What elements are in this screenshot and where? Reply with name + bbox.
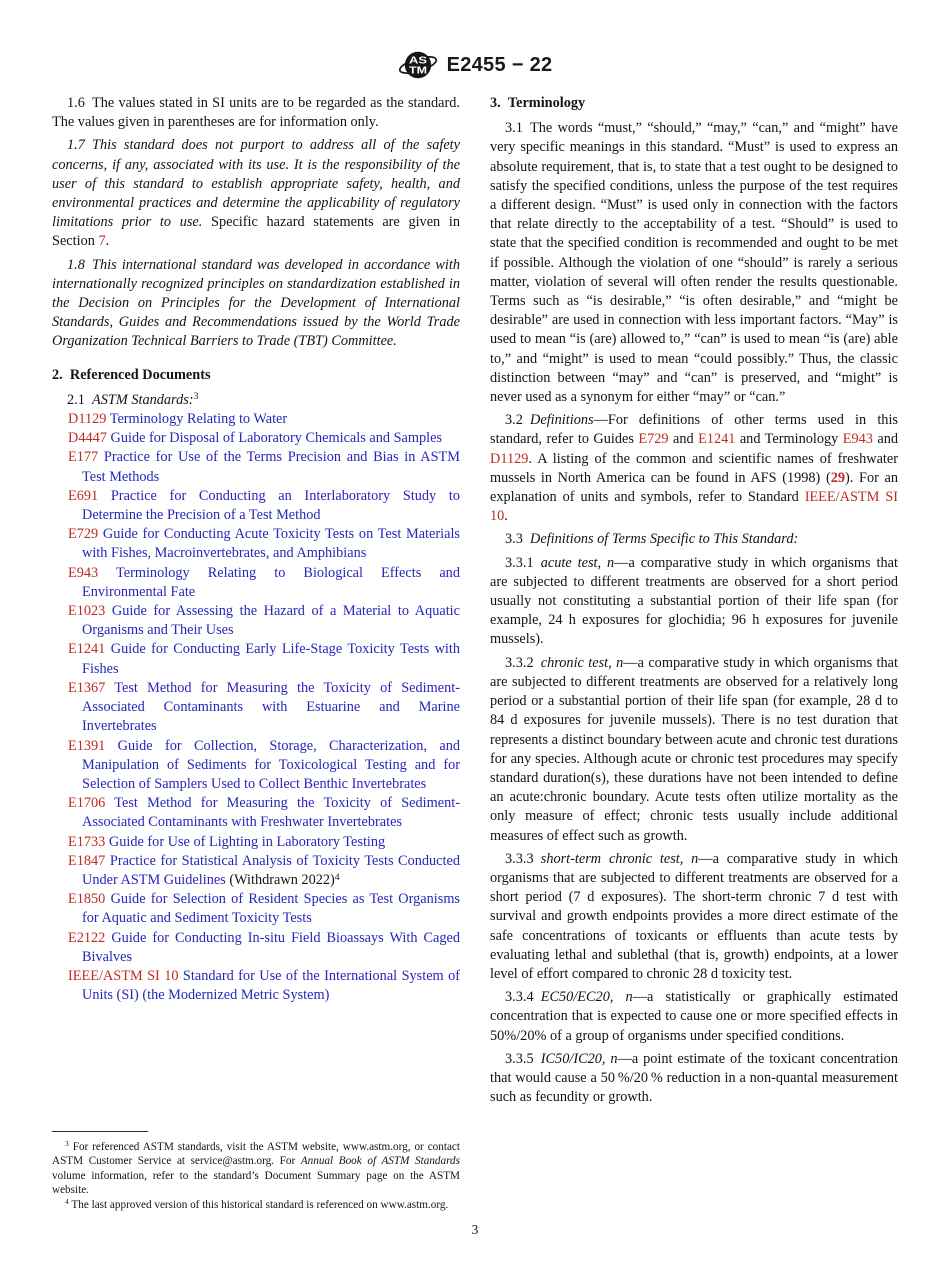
paragraph-3-3-3-number: 3.3.3 bbox=[505, 850, 541, 867]
ref-code-link[interactable]: E1733 bbox=[68, 833, 106, 850]
chronic-test-term: chronic test, n bbox=[540, 654, 624, 671]
paragraph-2-1 bbox=[52, 391, 460, 410]
paragraph-3-3 bbox=[490, 530, 898, 549]
ref-title-link[interactable]: Test Method for Measuring the Toxicity of Sediment-Associated Contaminants with Estuarine and Marine Invertebrates bbox=[82, 679, 460, 735]
paragraph-3-3-3-text: —a comparative study in which organisms that are subjected to different treatments are observed for a short period (7 d exposures). The short-term chronic 7 d test with survival and growth endpoints provides a more direct estimate of the safe concentrations of toxicants or effluents than acute tests by evaluating lethal and sublethal (that is, growth) endpoints, at a lower level of effort compared to chronic 28 d toxicity test. bbox=[490, 850, 898, 982]
paragraph-3-2-text: ). For an explanation of units and symbols, refer to Standard bbox=[490, 469, 899, 506]
ref-title-link[interactable]: Guide for Selection of Resident Species as Test Organisms for Aquatic and Sediment Toxicity Tests bbox=[82, 891, 461, 927]
paragraph-3-2 bbox=[490, 411, 898, 526]
footnote-3-marker[interactable]: 3 bbox=[193, 391, 199, 403]
ref-title-link[interactable]: Practice for Use of the Terms Precision and Bias in ASTM Test Methods bbox=[82, 449, 460, 485]
ic50-ic20-term: IC50/IC20, n bbox=[540, 1050, 618, 1067]
reference-item bbox=[52, 890, 460, 928]
astm-website-link[interactable]: www.astm.org bbox=[342, 1140, 408, 1153]
ref-title-link[interactable]: Practice for Conducting an Interlaboratory Study to Determine the Precision of a Test Method bbox=[82, 487, 460, 524]
acute-test-term: acute test, n bbox=[540, 554, 615, 571]
reference-item bbox=[52, 525, 460, 563]
e1241-link[interactable]: E1241 bbox=[698, 431, 736, 448]
ref-title-link[interactable]: Test Method for Measuring the Toxicity of Sediment-Associated Contaminants with Freshwater Invertebrates bbox=[82, 795, 460, 831]
reference-item bbox=[52, 448, 460, 486]
reference-item bbox=[52, 852, 460, 890]
paragraph-3-1: 3.1 The words “must,” “should,” “may,” “can,” and “might” have very specific meanings in this standard. “Must” is used to express an absolute requirement, that is, to state that a test ought to be designed to satisfy the specified conditions, unless the purpose of the test requires a different design. “Must” is used only in connection with the factors that relate directly to the acceptability of a test. “Should” is used to state that the specified condition is recommended and ought to be met if possible. Although the violation of one “should” is rarely a serious matter, violation of several will often render the results questionable. Terms such as “is desirable,” “is often desirable,” and “might be desirable” are used in connection with less important factors. “May” is used to mean “is (are) allowed to,” “can” is used to mean “is (are) able to,” and “might” is used to mean “could possibly.” Thus, the classic distinction between “may” and “can” is preserved, and “might” is never used as a synonym for either “may” or “can.” bbox=[490, 120, 898, 406]
ref-code-link[interactable]: E691 bbox=[68, 487, 99, 504]
footnote-3-text: For referenced ASTM standards, visit the ASTM website, bbox=[68, 1140, 343, 1153]
ref-code-link[interactable]: D1129 bbox=[68, 411, 107, 428]
footnote-3-text: volume information, refer to the standard’s Document Summary page on the ASTM website. bbox=[52, 1169, 460, 1196]
ref-code-link[interactable]: E1706 bbox=[68, 795, 106, 812]
ref-code-link[interactable]: E1850 bbox=[68, 891, 106, 908]
ref-code-link[interactable]: E1367 bbox=[68, 679, 106, 696]
ref-title-link[interactable]: Guide for Conducting Acute Toxicity Tests on Test Materials with Fishes, Macroinvertebrates, and Amphibians bbox=[82, 526, 460, 562]
paragraph-3-3-2-text: —a comparative study in which organisms that are subjected to different treatments are observed for a relatively long period or a substantial portion of their life span (for example, 28 d to 84 d exposures for juvenile mussels). There is no test duration that represents a distinct boundary between acute and chronic test durations for any species. Although acute or chronic test procedures may specify standard duration(s), these durations have not been intended to define an acute:chronic boundary. Acute tests often utilize mortality as the only measure of effect; chronic tests usually include additional measures of effect such as growth. bbox=[490, 654, 898, 844]
paragraph-1-7-italic: 1.7 This standard does not purport to address all of the safety concerns, if any, associated with its use. It is the responsibility of the user of this standard to establish appropriate safety, health, and environmental practices and determine the applicability of regulatory limitations prior to use. bbox=[52, 137, 460, 231]
reference-item bbox=[52, 429, 460, 448]
ref-code-link[interactable]: E177 bbox=[68, 449, 99, 466]
paragraph-1-7-roman: Specific hazard statements are given in Section bbox=[52, 214, 460, 250]
reference-item bbox=[52, 487, 460, 525]
ref-code-link[interactable]: E943 bbox=[68, 564, 99, 581]
paragraph-3-3-5-number: 3.3.5 bbox=[505, 1050, 541, 1067]
reference-item bbox=[52, 967, 460, 1005]
reference-item bbox=[52, 564, 460, 602]
standard-designation: E2455 − 22 bbox=[446, 53, 553, 76]
page-footer bbox=[0, 1222, 950, 1238]
document-body bbox=[52, 94, 898, 1212]
ref-code-link[interactable]: D4447 bbox=[68, 430, 107, 447]
paragraph-1-8: 1.8 This international standard was developed in accordance with internationally recognized principles on standardization established in the Decision on Principles for the Development of International Standards, Guides and Recommendations issued by the World Trade Organization Technical Barriers to Trade (TBT) Committee. bbox=[52, 256, 460, 350]
astm-website-link[interactable]: www.astm.org bbox=[380, 1198, 446, 1211]
footnote-3-number: 3 bbox=[65, 1139, 69, 1149]
ref-title-link[interactable]: Terminology Relating to Water bbox=[109, 411, 288, 428]
footnotes-block bbox=[52, 1131, 460, 1213]
ref-code-link[interactable]: E729 bbox=[68, 526, 99, 543]
reference-29-link[interactable]: 29 bbox=[830, 469, 846, 486]
paragraph-2-1-number: 2.1 bbox=[67, 391, 93, 408]
paragraph-3-2-text: and bbox=[872, 431, 898, 448]
paragraph-3-2-text: . bbox=[504, 508, 508, 525]
ref-title-link[interactable]: Guide for Conducting In-situ Field Bioassays With Caged Bivalves bbox=[82, 929, 461, 965]
ref-title-link[interactable]: Practice for Statistical Analysis of Toxicity Tests Conducted Under ASTM Guidelines bbox=[82, 852, 460, 888]
section-7-link[interactable]: 7 bbox=[98, 233, 106, 250]
paragraph-3-2-text: —For definitions of other terms used in this standard, refer to Guides bbox=[490, 412, 898, 448]
paragraph-3-3-1 bbox=[490, 554, 898, 650]
ref-code-link[interactable]: E1847 bbox=[68, 852, 106, 869]
footnote-3-text: , or contact ASTM Customer Service at bbox=[52, 1140, 461, 1167]
e943-link[interactable]: E943 bbox=[842, 431, 873, 448]
footnote-3-book-title: Annual Book of ASTM Standards bbox=[300, 1155, 460, 1167]
paragraph-3-3-4-number: 3.3.4 bbox=[505, 989, 541, 1006]
reference-item bbox=[52, 679, 460, 737]
left-column bbox=[52, 94, 460, 1212]
footnote-divider bbox=[52, 1131, 148, 1132]
paragraph-3-3-4 bbox=[490, 988, 898, 1046]
short-term-chronic-test-term: short-term chronic test, n bbox=[540, 850, 699, 867]
reference-item bbox=[52, 833, 460, 852]
ref-title-link[interactable]: Guide for Collection, Storage, Characterization, and Manipulation of Sediments for Toxicological Testing and for Selection of Samplers Used to Collect Benthic Invertebrates bbox=[82, 737, 461, 792]
ref-title-link[interactable]: Guide for Conducting Early Life-Stage Toxicity Tests with Fishes bbox=[82, 641, 461, 677]
ref-title-link[interactable]: Standard for Use of the International System of Units (SI) (the Modernized Metric System) bbox=[82, 967, 460, 1004]
reference-item bbox=[52, 602, 460, 640]
paragraph-3-3-4-text: —a statistically or graphically estimated concentration that is expected to cause one or more specified effects in 50%/20% of a group of organisms under specified conditions. bbox=[490, 989, 899, 1044]
paragraph-3-3-title: Definitions of Terms Specific to This Standard: bbox=[530, 531, 799, 548]
definitions-term: Definitions bbox=[530, 412, 594, 429]
paragraph-3-3-2 bbox=[490, 654, 898, 846]
ref-code-link[interactable]: IEEE/ASTM SI 10 bbox=[68, 967, 179, 984]
paragraph-3-3-1-number: 3.3.1 bbox=[505, 554, 541, 571]
paragraph-3-2-number: 3.2 bbox=[505, 412, 531, 429]
ref-title-link[interactable]: Guide for Disposal of Laboratory Chemicals and Samples bbox=[110, 430, 443, 447]
section-3-heading: 3. Terminology bbox=[490, 95, 586, 111]
astm-logo bbox=[398, 48, 438, 82]
paragraph-1-6: 1.6 The values stated in SI units are to be regarded as the standard. The values given in parentheses are for information only. bbox=[52, 95, 460, 131]
customer-service-email-link[interactable]: service@astm.org bbox=[190, 1155, 272, 1167]
ec50-ec20-term: EC50/EC20, n bbox=[540, 989, 633, 1006]
e729-link[interactable]: E729 bbox=[638, 431, 669, 448]
ref-title-link[interactable]: Guide for Assessing the Hazard of a Material to Aquatic Organisms and Their Uses bbox=[82, 603, 460, 639]
footnote-4-text: . bbox=[445, 1198, 449, 1211]
paragraph-3-3-3 bbox=[490, 850, 898, 984]
ref-title-link[interactable]: Guide for Use of Lighting in Laboratory Testing bbox=[108, 833, 386, 850]
paragraph-2-1-label: ASTM Standards: bbox=[92, 391, 194, 408]
ref-code-link[interactable]: E1241 bbox=[68, 641, 106, 658]
footnote-3 bbox=[52, 1140, 460, 1198]
paragraph-1-7 bbox=[52, 136, 460, 251]
paragraph-3-2-text: and bbox=[668, 431, 699, 448]
paragraph-3-2-text: . A listing of the common and scientific names of freshwater mussels in North America can be found in AFS (1998) ( bbox=[490, 450, 898, 486]
ieee-astm-si10-link[interactable]: IEEE/ASTM SI 10 bbox=[490, 489, 898, 525]
reference-item bbox=[52, 929, 460, 967]
paragraph-3-3-2-number: 3.3.2 bbox=[505, 654, 541, 671]
footnote-3-text: . For bbox=[271, 1155, 301, 1167]
right-column bbox=[490, 94, 898, 1212]
reference-item bbox=[52, 737, 460, 795]
reference-item bbox=[52, 794, 460, 832]
ref-code-link[interactable]: E2122 bbox=[68, 929, 106, 946]
paragraph-3-3-number: 3.3 bbox=[505, 531, 531, 548]
page-number: 3 bbox=[471, 1222, 479, 1237]
svg-text:TM: TM bbox=[408, 65, 427, 77]
footnote-4-marker[interactable]: 4 bbox=[334, 871, 340, 883]
paragraph-3-2-text: and Terminology bbox=[735, 431, 843, 448]
ref-code-link[interactable]: E1391 bbox=[68, 737, 106, 754]
referenced-documents-list bbox=[52, 410, 460, 1005]
reference-item bbox=[52, 410, 460, 429]
paragraph-3-3-5-text: —a point estimate of the toxicant concentration that would cause a 50 %/20 % reduction in a non-quantal measurement such as fecundity or growth. bbox=[490, 1050, 898, 1106]
paragraph-3-3-5 bbox=[490, 1050, 898, 1108]
section-2-heading: 2. Referenced Documents bbox=[52, 366, 211, 383]
ref-code-link[interactable]: E1023 bbox=[68, 603, 106, 620]
footnote-4-number: 4 bbox=[65, 1197, 69, 1207]
paragraph-1-7-period: . bbox=[105, 233, 110, 250]
paragraph-3-3-1-text: —a comparative study in which organisms that are subjected to different treatments are observed for a short period usually not constituting a substantial portion of their life span (for example, 24 h exposures for glochidia; 96 h exposures for juvenile mussels). bbox=[490, 554, 898, 648]
svg-text:AS: AS bbox=[408, 55, 427, 67]
d1129-link[interactable]: D1129 bbox=[490, 450, 529, 467]
ref-title-link[interactable]: Terminology Relating to Biological Effects and Environmental Fate bbox=[82, 564, 460, 600]
footnote-4-text: The last approved version of this historical standard is referenced on bbox=[68, 1198, 381, 1211]
ref-withdrawn-note: (Withdrawn 2022) bbox=[225, 871, 335, 888]
footnote-4 bbox=[52, 1198, 460, 1213]
page-header bbox=[0, 48, 950, 82]
reference-item bbox=[52, 640, 460, 678]
